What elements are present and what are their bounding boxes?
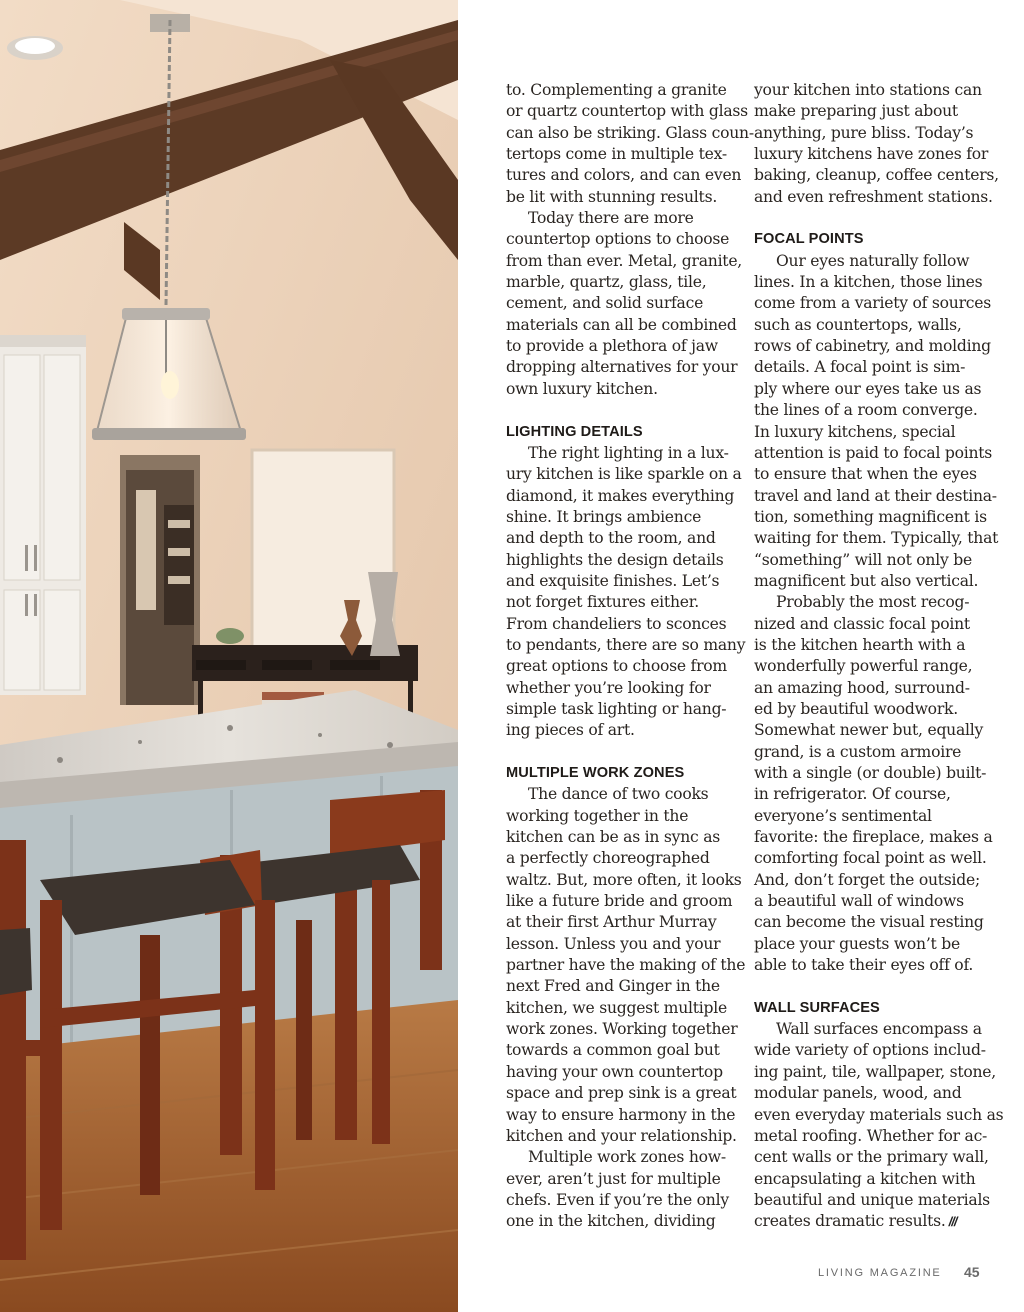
body-text: Our eyes naturally follow — [776, 251, 970, 270]
body-text: modular panels, wood, and — [754, 1084, 962, 1103]
body-text-line — [506, 101, 748, 122]
body-text-line — [754, 848, 986, 869]
body-text: ed by beautiful woodwork. — [754, 699, 958, 718]
body-text: and depth to the room, and — [506, 529, 716, 548]
body-text-line — [754, 528, 999, 549]
body-text: an amazing hood, surround- — [754, 678, 970, 697]
body-text: creates dramatic results. — [754, 1212, 946, 1231]
body-text: cement, and solid surface — [506, 294, 704, 313]
footer-magazine-name: LIVING MAGAZINE — [818, 1267, 942, 1279]
body-text: dropping alternatives for your — [506, 358, 738, 377]
body-text-line — [506, 315, 738, 336]
body-text: beautiful and unique materials — [754, 1190, 990, 1209]
paragraph-gap — [506, 400, 738, 421]
body-text-line — [754, 699, 986, 720]
body-text: come from a variety of sources — [754, 294, 991, 313]
body-text: even everyday materials such as — [754, 1105, 1004, 1124]
body-text: chefs. Even if you’re the only — [506, 1190, 729, 1209]
body-text: attention is paid to focal points — [754, 443, 993, 462]
body-text-line — [754, 1190, 990, 1211]
body-text-line — [754, 720, 986, 741]
body-text: can become the visual resting — [754, 913, 984, 932]
body-text: ply where our eyes take us as — [754, 379, 982, 398]
body-text-line — [506, 592, 738, 613]
body-text-line — [506, 848, 738, 869]
body-text-line — [506, 528, 738, 549]
body-text: cent walls or the primary wall, — [754, 1148, 989, 1167]
body-text: nized and classic focal point — [754, 614, 970, 633]
body-text-line — [754, 912, 986, 933]
body-text-line — [754, 592, 986, 613]
body-text: ury kitchen is like sparkle on a — [506, 465, 742, 484]
body-text-line — [506, 1147, 738, 1168]
body-text: or quartz countertop with glass — [506, 102, 748, 121]
body-text-line — [754, 1126, 986, 1147]
body-text-line — [754, 165, 999, 186]
body-text: able to take their eyes off of. — [754, 956, 974, 975]
body-text: Today there are more — [528, 209, 694, 228]
body-text: wide variety of options includ- — [754, 1041, 986, 1060]
body-text: be lit with stunning results. — [506, 187, 718, 206]
body-text-line — [754, 934, 986, 955]
body-text-line — [506, 614, 738, 635]
body-text: details. A focal point is sim- — [754, 358, 966, 377]
body-text: lesson. Unless you and your — [506, 934, 721, 953]
body-text: In luxury kitchens, special — [754, 422, 956, 441]
body-text-line — [754, 806, 986, 827]
body-text-line — [754, 443, 993, 464]
body-text: work zones. Working together — [506, 1020, 738, 1039]
body-text: like a future bride and groom — [506, 892, 733, 911]
body-text-line — [754, 336, 991, 357]
body-text: highlights the design details — [506, 550, 724, 569]
body-text-line — [506, 293, 738, 314]
body-text: And, don’t forget the outside; — [754, 870, 980, 889]
body-text-line — [506, 976, 738, 997]
body-text-line — [506, 720, 738, 741]
body-text-line — [754, 891, 986, 912]
body-text: can also be striking. Glass coun- — [506, 123, 754, 142]
body-text-line — [506, 272, 738, 293]
paragraph-gap — [506, 742, 738, 763]
body-text: The right lighting in a lux- — [528, 443, 729, 462]
section-heading: FOCAL POINTS — [754, 231, 864, 248]
body-text: baking, cleanup, coffee centers, — [754, 166, 999, 185]
body-text: From chandeliers to sconces — [506, 614, 727, 633]
body-text: ever, aren’t just for multiple — [506, 1169, 721, 1188]
body-text-line — [506, 123, 754, 144]
body-text: to. Complementing a granite — [506, 81, 727, 99]
section-heading: MULTIPLE WORK ZONES — [506, 765, 685, 781]
body-text: not forget fixtures either. — [506, 593, 699, 612]
body-text: to ensure that when the eyes — [754, 465, 977, 484]
body-text-line — [754, 1062, 996, 1083]
body-text-line — [506, 507, 738, 528]
body-text: grand, is a custom armoire — [754, 742, 962, 761]
body-text: a perfectly choreographed — [506, 849, 710, 868]
body-text-line — [506, 1019, 738, 1040]
body-text: and even refreshment stations. — [754, 187, 993, 206]
body-text: a beautiful wall of windows — [754, 892, 964, 911]
body-text-line — [506, 229, 738, 250]
body-text: tures and colors, and can even — [506, 166, 742, 185]
body-text: make preparing just about — [754, 102, 958, 121]
paragraph-gap — [754, 976, 986, 997]
body-text: marble, quartz, glass, tile, — [506, 273, 707, 292]
body-text-line — [506, 806, 738, 827]
body-text: place your guests won’t be — [754, 934, 960, 953]
body-text: next Fred and Ginger in the — [506, 977, 720, 996]
body-text: having your own countertop — [506, 1062, 723, 1081]
article-column-left — [506, 80, 754, 1233]
body-text-line — [506, 955, 746, 976]
body-text-line — [754, 656, 986, 677]
body-text: the lines of a room converge. — [754, 401, 978, 420]
body-text-line — [506, 1062, 738, 1083]
body-text: ing paint, tile, wallpaper, stone, — [754, 1062, 996, 1081]
body-text-line — [506, 486, 738, 507]
section-heading: LIGHTING DETAILS — [506, 423, 643, 440]
body-text-line — [506, 699, 738, 720]
body-text: working together in the — [506, 806, 689, 825]
body-text: Probably the most recog- — [776, 593, 970, 612]
paragraph-gap — [754, 208, 986, 229]
body-text: own luxury kitchen. — [506, 379, 658, 398]
body-text-line — [506, 1040, 738, 1061]
section-heading: WALL SURFACES — [754, 999, 880, 1016]
kitchen-photo — [0, 0, 458, 1312]
body-text: to pendants, there are so many — [506, 635, 746, 654]
body-text-line — [506, 144, 738, 165]
body-text: kitchen, we suggest multiple — [506, 998, 727, 1017]
footer-page-number: 45 — [964, 1264, 980, 1280]
body-text: space and prep sink is a great — [506, 1084, 737, 1103]
body-text: tertops come in multiple tex- — [506, 145, 727, 164]
body-text: is the kitchen hearth with a — [754, 635, 966, 654]
body-text: rows of cabinetry, and molding — [754, 337, 991, 356]
body-text-line — [506, 443, 738, 464]
body-text-line — [754, 827, 993, 848]
body-text-line — [506, 208, 738, 229]
body-text: lines. In a kitchen, those lines — [754, 273, 983, 292]
body-text-line — [506, 1190, 738, 1211]
body-text: everyone’s sentimental — [754, 806, 932, 825]
body-text: kitchen and your relationship. — [506, 1126, 737, 1145]
body-text-line — [506, 165, 742, 186]
body-text: shine. It brings ambience — [506, 507, 702, 526]
body-text: magnificent but also vertical. — [754, 571, 979, 590]
body-text: at their first Arthur Murray — [506, 913, 717, 932]
body-text: and exquisite finishes. Let’s — [506, 571, 720, 590]
body-text: tion, something magnificent is — [754, 507, 987, 526]
body-text-line — [506, 187, 738, 208]
body-text: “something” will not only be — [754, 550, 972, 569]
body-text-line — [754, 464, 986, 485]
body-text-line — [506, 934, 738, 955]
body-text-line — [506, 80, 738, 101]
body-text: materials can all be combined — [506, 315, 737, 334]
body-text: favorite: the fireplace, makes a — [754, 828, 993, 847]
body-text-line — [506, 678, 738, 699]
body-text-line — [754, 507, 986, 528]
body-text: simple task lighting or hang- — [506, 699, 727, 718]
body-text-line — [506, 571, 738, 592]
body-text: great options to choose from — [506, 657, 727, 676]
body-text-line — [754, 1211, 986, 1232]
body-text: one in the kitchen, dividing — [506, 1212, 716, 1231]
body-text-line — [754, 763, 986, 784]
body-text: waiting for them. Typically, that — [754, 529, 999, 548]
body-text-line — [754, 187, 993, 208]
body-text: countertop options to choose — [506, 230, 730, 249]
body-text-line — [754, 1083, 986, 1104]
body-text-line — [754, 1105, 1004, 1126]
body-text-line — [754, 1147, 989, 1168]
body-text-line — [754, 635, 986, 656]
end-of-article-mark: /// — [948, 1214, 957, 1230]
body-text: Wall surfaces encompass a — [776, 1020, 982, 1039]
body-text-line — [754, 144, 989, 165]
body-text: partner have the making of the — [506, 956, 746, 975]
body-text-line — [506, 635, 746, 656]
body-text-line — [506, 784, 738, 805]
body-text-line — [754, 357, 986, 378]
kitchen-photo-image — [0, 0, 458, 1312]
body-text-line — [506, 357, 738, 378]
body-text: Somewhat newer but, equally — [754, 721, 984, 740]
body-text-line — [506, 998, 738, 1019]
body-text-line — [506, 1105, 738, 1126]
body-text: comforting focal point as well. — [754, 849, 987, 868]
body-text: travel and land at their destina- — [754, 486, 997, 505]
body-text-line — [754, 123, 986, 144]
body-text: to provide a plethora of jaw — [506, 337, 718, 356]
body-text: The dance of two cooks — [528, 785, 709, 804]
body-text: such as countertops, walls, — [754, 315, 962, 334]
body-text-line — [754, 251, 986, 272]
body-text-line — [754, 422, 986, 443]
body-text: encapsulating a kitchen with — [754, 1169, 976, 1188]
body-text-line — [754, 379, 986, 400]
body-text-line — [754, 272, 986, 293]
body-text-line — [754, 1169, 986, 1190]
body-text-line — [506, 912, 738, 933]
body-text-line — [754, 486, 997, 507]
body-text-line — [754, 1019, 986, 1040]
body-text: from than ever. Metal, granite, — [506, 251, 743, 270]
body-text-line — [754, 550, 986, 571]
body-text: diamond, it makes everything — [506, 486, 735, 505]
body-text-line — [506, 464, 742, 485]
body-text-line — [754, 870, 986, 891]
body-text-line — [754, 678, 986, 699]
body-text-line — [506, 870, 742, 891]
body-text: in refrigerator. Of course, — [754, 785, 951, 804]
body-text-line — [506, 656, 738, 677]
body-text: wonderfully powerful range, — [754, 657, 973, 676]
body-text-line — [754, 293, 991, 314]
body-text: Multiple work zones how- — [528, 1148, 726, 1167]
body-text-line — [754, 315, 986, 336]
article-column-right — [754, 80, 1004, 1233]
body-text-line — [506, 1083, 738, 1104]
body-text-line — [506, 827, 738, 848]
body-text: metal roofing. Whether for ac- — [754, 1126, 988, 1145]
body-text-line — [506, 251, 743, 272]
body-text: whether you’re looking for — [506, 678, 711, 697]
body-text-line — [754, 80, 986, 101]
body-text: waltz. But, more often, it looks — [506, 870, 742, 889]
body-text-line — [506, 1126, 738, 1147]
body-text: ing pieces of art. — [506, 721, 635, 740]
body-text-line — [506, 1211, 738, 1232]
body-text: towards a common goal but — [506, 1041, 720, 1060]
body-text-line — [506, 379, 738, 400]
body-text-line — [506, 1169, 738, 1190]
body-text-line — [754, 1040, 986, 1061]
body-text: with a single (or double) built- — [754, 764, 987, 782]
body-text-line — [754, 742, 986, 763]
body-text-line — [754, 571, 986, 592]
body-text-line — [506, 550, 738, 571]
body-text: your kitchen into stations can — [754, 81, 982, 99]
body-text: way to ensure harmony in the — [506, 1105, 736, 1124]
body-text: anything, pure bliss. Today’s — [754, 123, 974, 142]
body-text-line — [754, 400, 986, 421]
body-text-line — [754, 955, 986, 976]
body-text-line — [754, 614, 986, 635]
body-text: luxury kitchens have zones for — [754, 145, 989, 164]
body-text-line — [506, 336, 738, 357]
body-text: kitchen can be as in sync as — [506, 828, 720, 847]
body-text-line — [754, 101, 986, 122]
body-text-line — [506, 891, 738, 912]
body-text-line — [754, 784, 986, 805]
